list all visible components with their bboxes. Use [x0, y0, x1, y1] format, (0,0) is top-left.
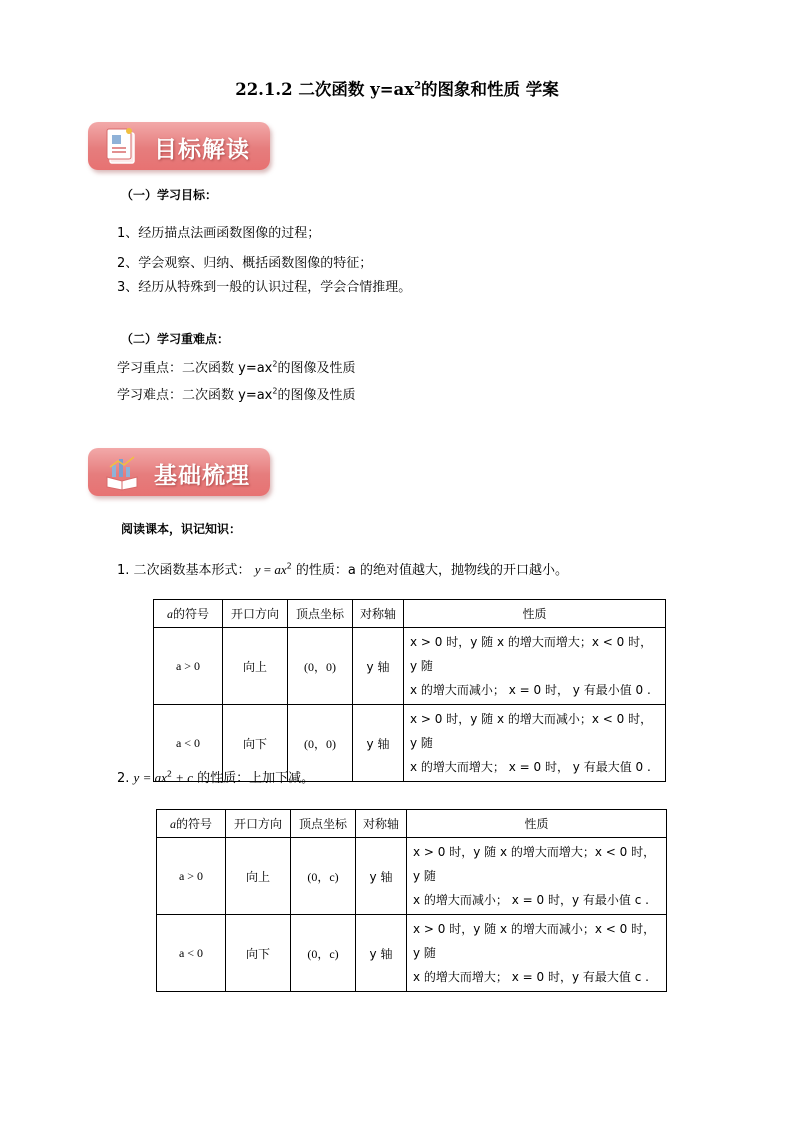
cell-property: [404, 628, 666, 705]
book-chart-icon: [104, 453, 140, 491]
cell-vertex: (0，c): [291, 915, 356, 992]
zhongdian-suffix: 的图像及性质: [277, 361, 356, 376]
cell-axis: y 轴: [353, 705, 404, 782]
header-sign-text: 的符号: [175, 817, 212, 831]
cell-vertex: (0，0): [288, 705, 353, 782]
cell-property: [407, 915, 667, 992]
item1-formula-rhs: ax: [274, 562, 287, 577]
header-sign: [154, 600, 223, 628]
cell-sign: a < 0: [157, 915, 226, 992]
table-header-row: [157, 810, 667, 838]
item1-lead: 二次函数基本形式：: [133, 563, 251, 578]
document-title: [0, 76, 794, 100]
goal-item-1: 1、经历描点法画函数图像的过程；: [117, 226, 321, 241]
key-point-nandian: [117, 384, 356, 403]
property-line-1: x > 0 时，y 随 x 的增大而减小；x < 0 时，y 随: [413, 922, 656, 960]
header-direction: 开口方向: [223, 600, 288, 628]
cell-direction: 向上: [223, 628, 288, 705]
cell-direction: 向下: [226, 915, 291, 992]
nandian-text: 学习难点：二次函数 y=ax: [117, 388, 273, 403]
cell-vertex: (0，0): [288, 628, 353, 705]
property-line-1: x > 0 时，y 随 x 的增大而增大；x < 0 时，y 随: [410, 635, 653, 673]
table-row: [154, 628, 666, 705]
title-text: 22.1.2 二次函数 y=ax: [235, 80, 415, 99]
zhongdian-text: 学习重点：二次函数 y=ax: [117, 361, 273, 376]
cell-axis: y 轴: [356, 838, 407, 915]
item1-formula-eq: =: [260, 562, 275, 577]
item2-number: 2.: [117, 771, 130, 786]
cell-vertex: (0，c): [291, 838, 356, 915]
header-sign-text: 的符号: [172, 607, 209, 621]
cell-axis: y 轴: [356, 915, 407, 992]
header-axis: 对称轴: [353, 600, 404, 628]
header-property: 性质: [404, 600, 666, 628]
title-sup: 2: [414, 80, 422, 92]
goal-item-2: 2、学会观察、归纳、概括函数图像的特征；: [117, 256, 373, 271]
cell-sign: a > 0: [157, 838, 226, 915]
header-direction: 开口方向: [226, 810, 291, 838]
header-property: 性质: [407, 810, 667, 838]
banner-title: 目标解读: [154, 137, 250, 163]
item1-formula-lhs: y: [254, 562, 261, 577]
header-sign-var: a: [166, 607, 173, 621]
table-row: [157, 915, 667, 992]
nandian-suffix: 的图像及性质: [277, 388, 356, 403]
reading-heading: 阅读课本，识记知识：: [121, 522, 242, 536]
table-row: [157, 838, 667, 915]
cell-direction: 向上: [226, 838, 291, 915]
section-banner-basics: [88, 448, 270, 496]
zhongdian-sup: 2: [272, 359, 278, 369]
item2-line: [117, 767, 314, 786]
item2-formula-tail: + c: [171, 770, 193, 785]
banner-title: 基础梳理: [154, 463, 250, 489]
cell-direction: 向下: [223, 705, 288, 782]
cell-property: [407, 838, 667, 915]
property-line-1: x > 0 时，y 随 x 的增大而减小；x < 0 时，y 随: [410, 712, 653, 750]
header-vertex: 顶点坐标: [288, 600, 353, 628]
item1-number: 1.: [117, 563, 130, 578]
cell-sign: a > 0: [154, 628, 223, 705]
cell-sign: a < 0: [154, 705, 223, 782]
property-line-2: x 的增大而减小； x = 0 时，y 有最小值 c .: [413, 893, 649, 907]
header-sign: [157, 810, 226, 838]
item2-formula-sup: 2: [166, 769, 172, 779]
cell-property: [404, 705, 666, 782]
goals-heading: （一）学习目标：: [121, 188, 218, 202]
header-vertex: 顶点坐标: [291, 810, 356, 838]
document-icon: [104, 127, 140, 165]
title-suffix: 的图象和性质 学案: [421, 80, 559, 99]
key-point-zhongdian: [117, 357, 356, 376]
table-header-row: [154, 600, 666, 628]
item1-line: [117, 559, 568, 578]
property-line-2: x 的增大而减小； x = 0 时， y 有最小值 0 .: [410, 683, 651, 697]
cell-axis: y 轴: [353, 628, 404, 705]
section-banner-goals: [88, 122, 270, 170]
header-axis: 对称轴: [356, 810, 407, 838]
header-sign-var: a: [169, 817, 176, 831]
item1-desc: 的性质：a 的绝对值越大，抛物线的开口越小。: [295, 563, 568, 578]
property-line-1: x > 0 时，y 随 x 的增大而增大；x < 0 时，y 随: [413, 845, 656, 883]
goal-item-3: 3、经历从特殊到一般的认识过程，学会合情推理。: [117, 280, 412, 295]
nandian-sup: 2: [272, 386, 278, 396]
item2-desc: 的性质：上加下减。: [197, 771, 315, 786]
property-line-2: x 的增大而增大； x = 0 时， y 有最大值 0 .: [410, 760, 651, 774]
properties-table-1: [153, 599, 666, 782]
item2-formula: y = ax: [133, 770, 167, 785]
property-line-2: x 的增大而增大； x = 0 时，y 有最大值 c .: [413, 970, 649, 984]
keypoints-heading: （二）学习重难点：: [121, 332, 230, 346]
item1-formula-sup: 2: [286, 561, 292, 571]
properties-table-2: [156, 809, 667, 992]
